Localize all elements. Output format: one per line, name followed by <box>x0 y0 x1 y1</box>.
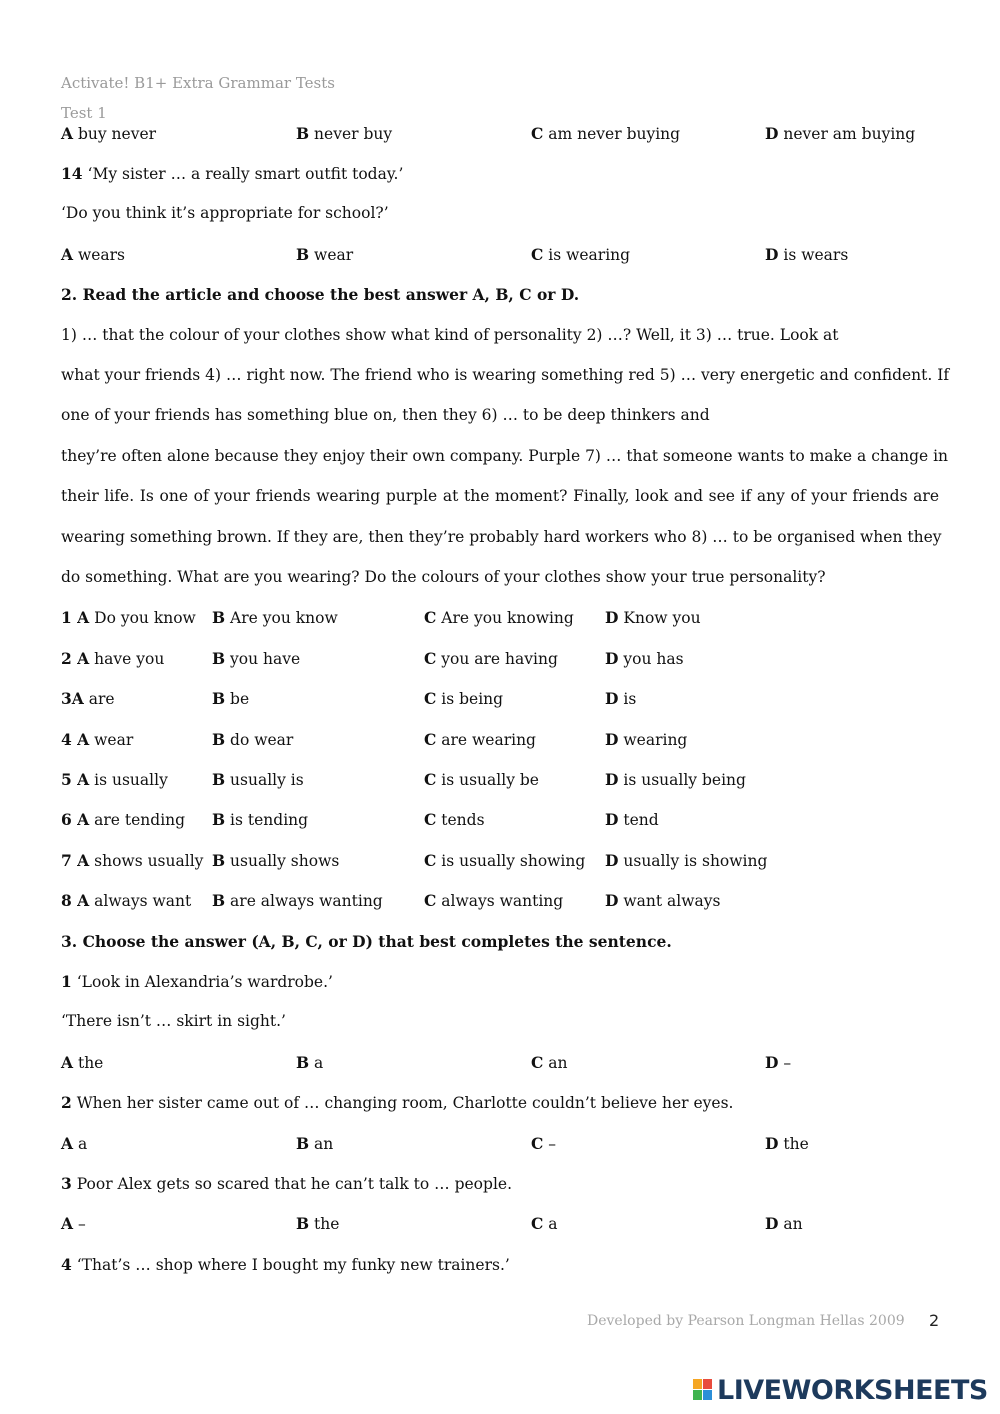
item6-option-a[interactable]: 6 A are tending <box>61 810 186 829</box>
item6-option-d[interactable]: D tend <box>605 810 659 829</box>
item2-option-d[interactable]: D you has <box>605 649 684 668</box>
item3-option-b[interactable]: B be <box>212 689 250 708</box>
article-line-6: wearing something brown. If they are, then they’re probably hard workers who 8) … to be organised when they <box>61 528 942 546</box>
article-line-4: they’re often alone because they enjoy their own company. Purple 7) … that someone wants to make a change in <box>61 447 949 465</box>
item4-option-c[interactable]: C are wearing <box>424 730 536 749</box>
item4-option-a[interactable]: 4 A wear <box>61 730 134 749</box>
q14-option-a[interactable]: A wears <box>61 245 126 264</box>
footer-credit: Developed by Pearson Longman Hellas 2009 <box>587 1313 905 1329</box>
q13-option-d[interactable]: D never am buying <box>765 124 916 143</box>
article-line-2: what your friends 4) … right now. The friend who is wearing something red 5) … very energetic and confident. If <box>61 366 950 384</box>
header-title: Activate! B1+ Extra Grammar Tests <box>61 74 335 92</box>
header-test-label: Test 1 <box>61 104 107 122</box>
q13-option-a[interactable]: A buy never <box>61 124 157 143</box>
article-line-1: 1) … that the colour of your clothes show what kind of personality 2) …? Well, it 3) … true. Look at <box>61 326 839 344</box>
s3-q3-stem: 3 Poor Alex gets so scared that he can’t talk to … people. <box>61 1174 512 1193</box>
item7-option-c[interactable]: C is usually showing <box>424 851 586 870</box>
liveworksheets-logo-icon <box>693 1379 713 1401</box>
item8-option-c[interactable]: C always wanting <box>424 891 564 910</box>
item4-option-d[interactable]: D wearing <box>605 730 688 749</box>
item1-option-a[interactable]: 1 A Do you know <box>61 608 196 627</box>
item8-option-d[interactable]: D want always <box>605 891 721 910</box>
item4-option-b[interactable]: B do wear <box>212 730 294 749</box>
item2-option-b[interactable]: B you have <box>212 649 301 668</box>
item3-option-a[interactable]: 3A are <box>61 689 115 708</box>
s3-q1-option-d[interactable]: D – <box>765 1053 792 1072</box>
article-line-3: one of your friends has something blue on, then they 6) … to be deep thinkers and <box>61 406 710 424</box>
section2-heading: 2. Read the article and choose the best answer A, B, C or D. <box>61 285 580 304</box>
item3-option-d[interactable]: D is <box>605 689 637 708</box>
s3-q1-stem: 1 ‘Look in Alexandria’s wardrobe.’ <box>61 972 333 991</box>
q13-option-c[interactable]: C am never buying <box>531 124 681 143</box>
item2-option-c[interactable]: C you are having <box>424 649 558 668</box>
item7-option-b[interactable]: B usually shows <box>212 851 340 870</box>
section3-heading: 3. Choose the answer (A, B, C, or D) that best completes the sentence. <box>61 932 672 951</box>
s3-q1-option-b[interactable]: B a <box>296 1053 324 1072</box>
item1-option-c[interactable]: C Are you knowing <box>424 608 574 627</box>
item5-option-c[interactable]: C is usually be <box>424 770 539 789</box>
item5-option-d[interactable]: D is usually being <box>605 770 746 789</box>
s3-q3-option-d[interactable]: D an <box>765 1214 803 1233</box>
s3-q2-option-a[interactable]: A a <box>61 1134 88 1153</box>
q14-stem: 14 ‘My sister … a really smart outfit today.’ <box>61 164 404 183</box>
item1-option-b[interactable]: B Are you know <box>212 608 338 627</box>
liveworksheets-logo[interactable] <box>693 1374 988 1406</box>
item6-option-c[interactable]: C tends <box>424 810 485 829</box>
item8-option-a[interactable]: 8 A always want <box>61 891 192 910</box>
s3-q2-stem: 2 When her sister came out of … changing room, Charlotte couldn’t believe her eyes. <box>61 1093 734 1112</box>
item2-option-a[interactable]: 2 A have you <box>61 649 165 668</box>
item6-option-b[interactable]: B is tending <box>212 810 309 829</box>
s3-q3-option-c[interactable]: C a <box>531 1214 558 1233</box>
item5-option-b[interactable]: B usually is <box>212 770 304 789</box>
item1-option-d[interactable]: D Know you <box>605 608 701 627</box>
item8-option-b[interactable]: B are always wanting <box>212 891 383 910</box>
q13-option-b[interactable]: B never buy <box>296 124 393 143</box>
s3-q4-stem: 4 ‘That’s … shop where I bought my funky new trainers.’ <box>61 1255 510 1274</box>
s3-q1-option-a[interactable]: A the <box>61 1053 104 1072</box>
s3-q3-option-b[interactable]: B the <box>296 1214 340 1233</box>
s3-q1-option-c[interactable]: C an <box>531 1053 568 1072</box>
article-line-7: do something. What are you wearing? Do the colours of your clothes show your true personality? <box>61 568 826 586</box>
item5-option-a[interactable]: 5 A is usually <box>61 770 168 789</box>
page-number: 2 <box>929 1311 940 1330</box>
q14-option-b[interactable]: B wear <box>296 245 354 264</box>
s3-q3-option-a[interactable]: A – <box>61 1214 86 1233</box>
s3-q2-option-d[interactable]: D the <box>765 1134 809 1153</box>
item7-option-a[interactable]: 7 A shows usually <box>61 851 204 870</box>
liveworksheets-logo-text: LIVEWORKSHEETS <box>717 1374 988 1406</box>
article-line-5: their life. Is one of your friends wearing purple at the moment? Finally, look and see if any of your friends are <box>61 487 939 505</box>
item3-option-c[interactable]: C is being <box>424 689 504 708</box>
item7-option-d[interactable]: D usually is showing <box>605 851 768 870</box>
s3-q1-reply: ‘There isn’t … skirt in sight.’ <box>61 1012 286 1030</box>
q14-option-d[interactable]: D is wears <box>765 245 849 264</box>
q14-reply: ‘Do you think it’s appropriate for school?’ <box>61 204 389 222</box>
s3-q2-option-b[interactable]: B an <box>296 1134 334 1153</box>
s3-q2-option-c[interactable]: C – <box>531 1134 557 1153</box>
q14-option-c[interactable]: C is wearing <box>531 245 631 264</box>
